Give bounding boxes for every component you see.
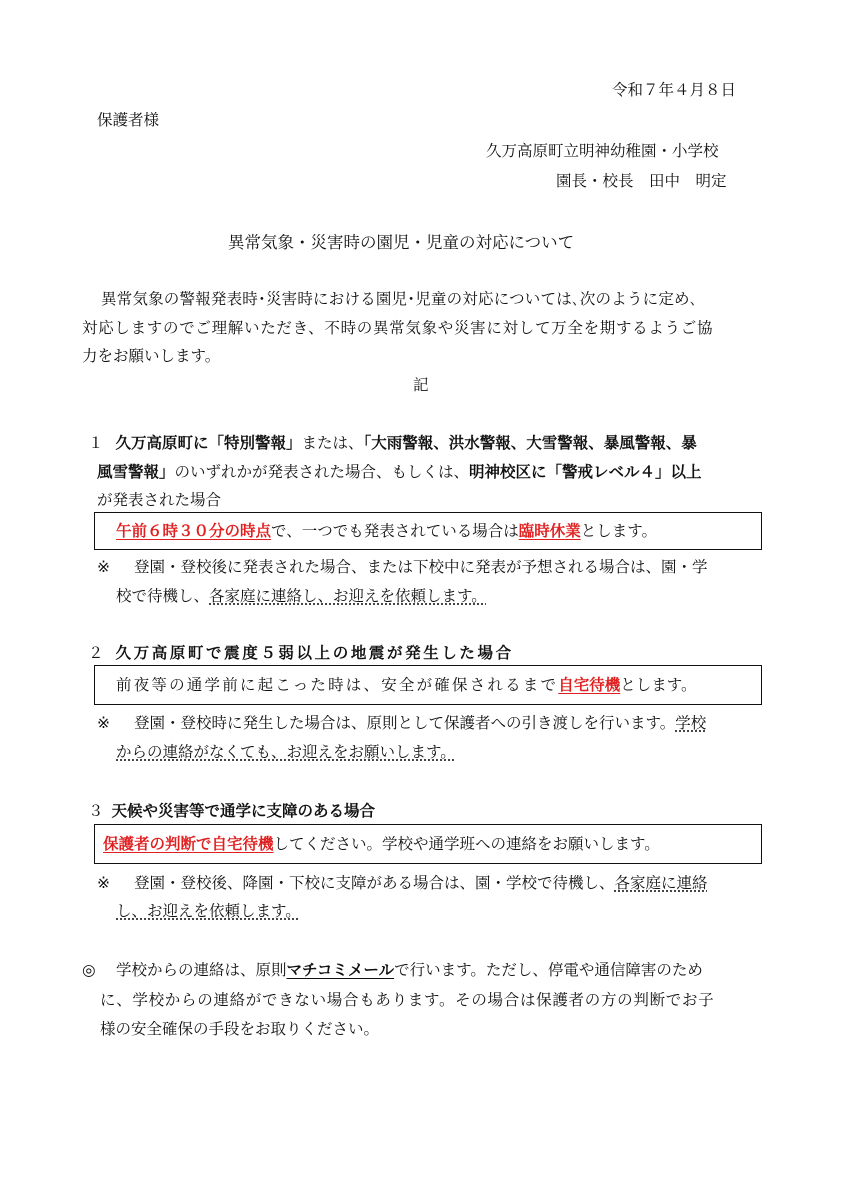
school-name: 久万高原町立明神幼稚園・小学校 bbox=[486, 142, 719, 160]
contact-families-text: 各家庭に連絡し、お迎えを依頼します。 bbox=[209, 587, 487, 605]
closing-line-2: に、学校からの連絡ができない場合もあります。その場合は保護者の方の判断でお子 bbox=[100, 991, 715, 1009]
section-3-note-line-1 bbox=[134, 871, 708, 895]
section-1-number: １ bbox=[88, 434, 104, 452]
school-text: 学校 bbox=[675, 714, 707, 732]
section-2-heading bbox=[88, 641, 514, 665]
section-1-note-line-1: 登園・登校後に発表された場合、または下校中に発表が予想される場合は、園・学 bbox=[134, 558, 708, 576]
section-1-note-mark: ※ bbox=[97, 558, 110, 576]
section-2-box-start: 前夜等の通学前に起こった時は、安全が確保されるまで bbox=[116, 676, 559, 694]
section-2-box-end: とします。 bbox=[620, 676, 697, 694]
section-3-heading bbox=[88, 799, 375, 823]
machicomi-mail-text: マチコミメール bbox=[286, 961, 395, 979]
closing-mark: ◎ bbox=[82, 961, 96, 979]
section-1-line-3: が発表された場合 bbox=[97, 491, 222, 509]
section-2-note-line-2: からの連絡がなくても、お迎えをお願いします。 bbox=[116, 743, 456, 761]
closing-line-1-start: 学校からの連絡は、原則 bbox=[116, 961, 287, 979]
intro-line-1: 異常気象の警報発表時･災害時における園児･児童の対応については､次のように定め､ bbox=[101, 290, 698, 308]
section-1-note-line-2-start: 校で待機し、 bbox=[116, 587, 210, 605]
section-3-box-end: してください。学校や通学班への連絡をお願いします。 bbox=[273, 835, 660, 853]
section-1-box-middle: で、一つでも発表されている場合は bbox=[271, 522, 519, 540]
closing-line-3: 様の安全確保の手段をお取りください。 bbox=[100, 1020, 380, 1038]
intro-line-2: 対応しますのでご理解いただき、不時の異常気象や災害に対して万全を期するようご協 bbox=[82, 319, 714, 337]
guardian-judgment-text: 保護者の判断で自宅待機 bbox=[103, 835, 274, 853]
section-2-note-mark: ※ bbox=[97, 714, 110, 732]
section-1-connector: または、 bbox=[301, 434, 364, 452]
recipient: 保護者様 bbox=[97, 111, 160, 129]
section-2-note-line-1 bbox=[134, 711, 706, 735]
alert-level-text: 明神校区に「警戒レベル４」以上 bbox=[469, 463, 702, 481]
section-2-note-line-1-start: 登園・登校時に発生した場合は、原則として保護者への引き渡しを行います。 bbox=[134, 714, 676, 732]
contact-families-text-2: 各家庭に連絡 bbox=[614, 874, 708, 892]
document-title: 異常気象・災害時の園児・児童の対応について bbox=[228, 233, 575, 252]
section-1-box-end: とします。 bbox=[580, 522, 657, 540]
closing-line-1 bbox=[116, 958, 703, 982]
principal-name: 園長・校長 田中 明定 bbox=[556, 172, 727, 190]
weather-heading-text: 天候や災害等で通学に支障のある場合 bbox=[111, 802, 376, 820]
closing-line-1-end: で行います。ただし、停電や通信障害のため bbox=[394, 961, 703, 979]
temporary-closure-text: 臨時休業 bbox=[518, 522, 581, 540]
section-1-box-text bbox=[116, 519, 657, 543]
special-warning-text: 久万高原町に「特別警報」 bbox=[115, 434, 302, 452]
time-6-30-text: 午前６時３０分の時点 bbox=[116, 522, 272, 540]
ki-heading: 記 bbox=[413, 376, 429, 394]
stay-home-text: 自宅待機 bbox=[558, 676, 621, 694]
earthquake-heading-text: 久万高原町で震度５弱以上の地震が発生した場合 bbox=[115, 644, 514, 662]
section-3-note-line-2: し、お迎えを依頼します。 bbox=[116, 902, 301, 920]
section-3-note-mark: ※ bbox=[97, 874, 110, 892]
section-3-box-text bbox=[103, 832, 660, 856]
section-1-heading bbox=[88, 431, 697, 455]
section-3-note-line-1-start: 登園・登校後、降園・下校に支障がある場合は、園・学校で待機し、 bbox=[134, 874, 615, 892]
document-date: 令和７年４月８日 bbox=[612, 81, 737, 99]
warning-list-text: 「大雨警報、洪水警報、大雪警報、暴風警報、暴 bbox=[363, 434, 697, 452]
intro-line-3: 力をお願いします。 bbox=[82, 347, 221, 365]
storm-snow-warning-text: 風雪警報」 bbox=[97, 463, 175, 481]
section-2-number: ２ bbox=[88, 644, 104, 662]
section-1-line-2 bbox=[97, 460, 702, 484]
section-1-note-line-2 bbox=[116, 584, 487, 608]
section-2-box-text bbox=[116, 673, 696, 697]
section-1-line-2-middle: のいずれかが発表された場合、もしくは、 bbox=[174, 463, 470, 481]
section-3-number: ３ bbox=[88, 802, 104, 820]
